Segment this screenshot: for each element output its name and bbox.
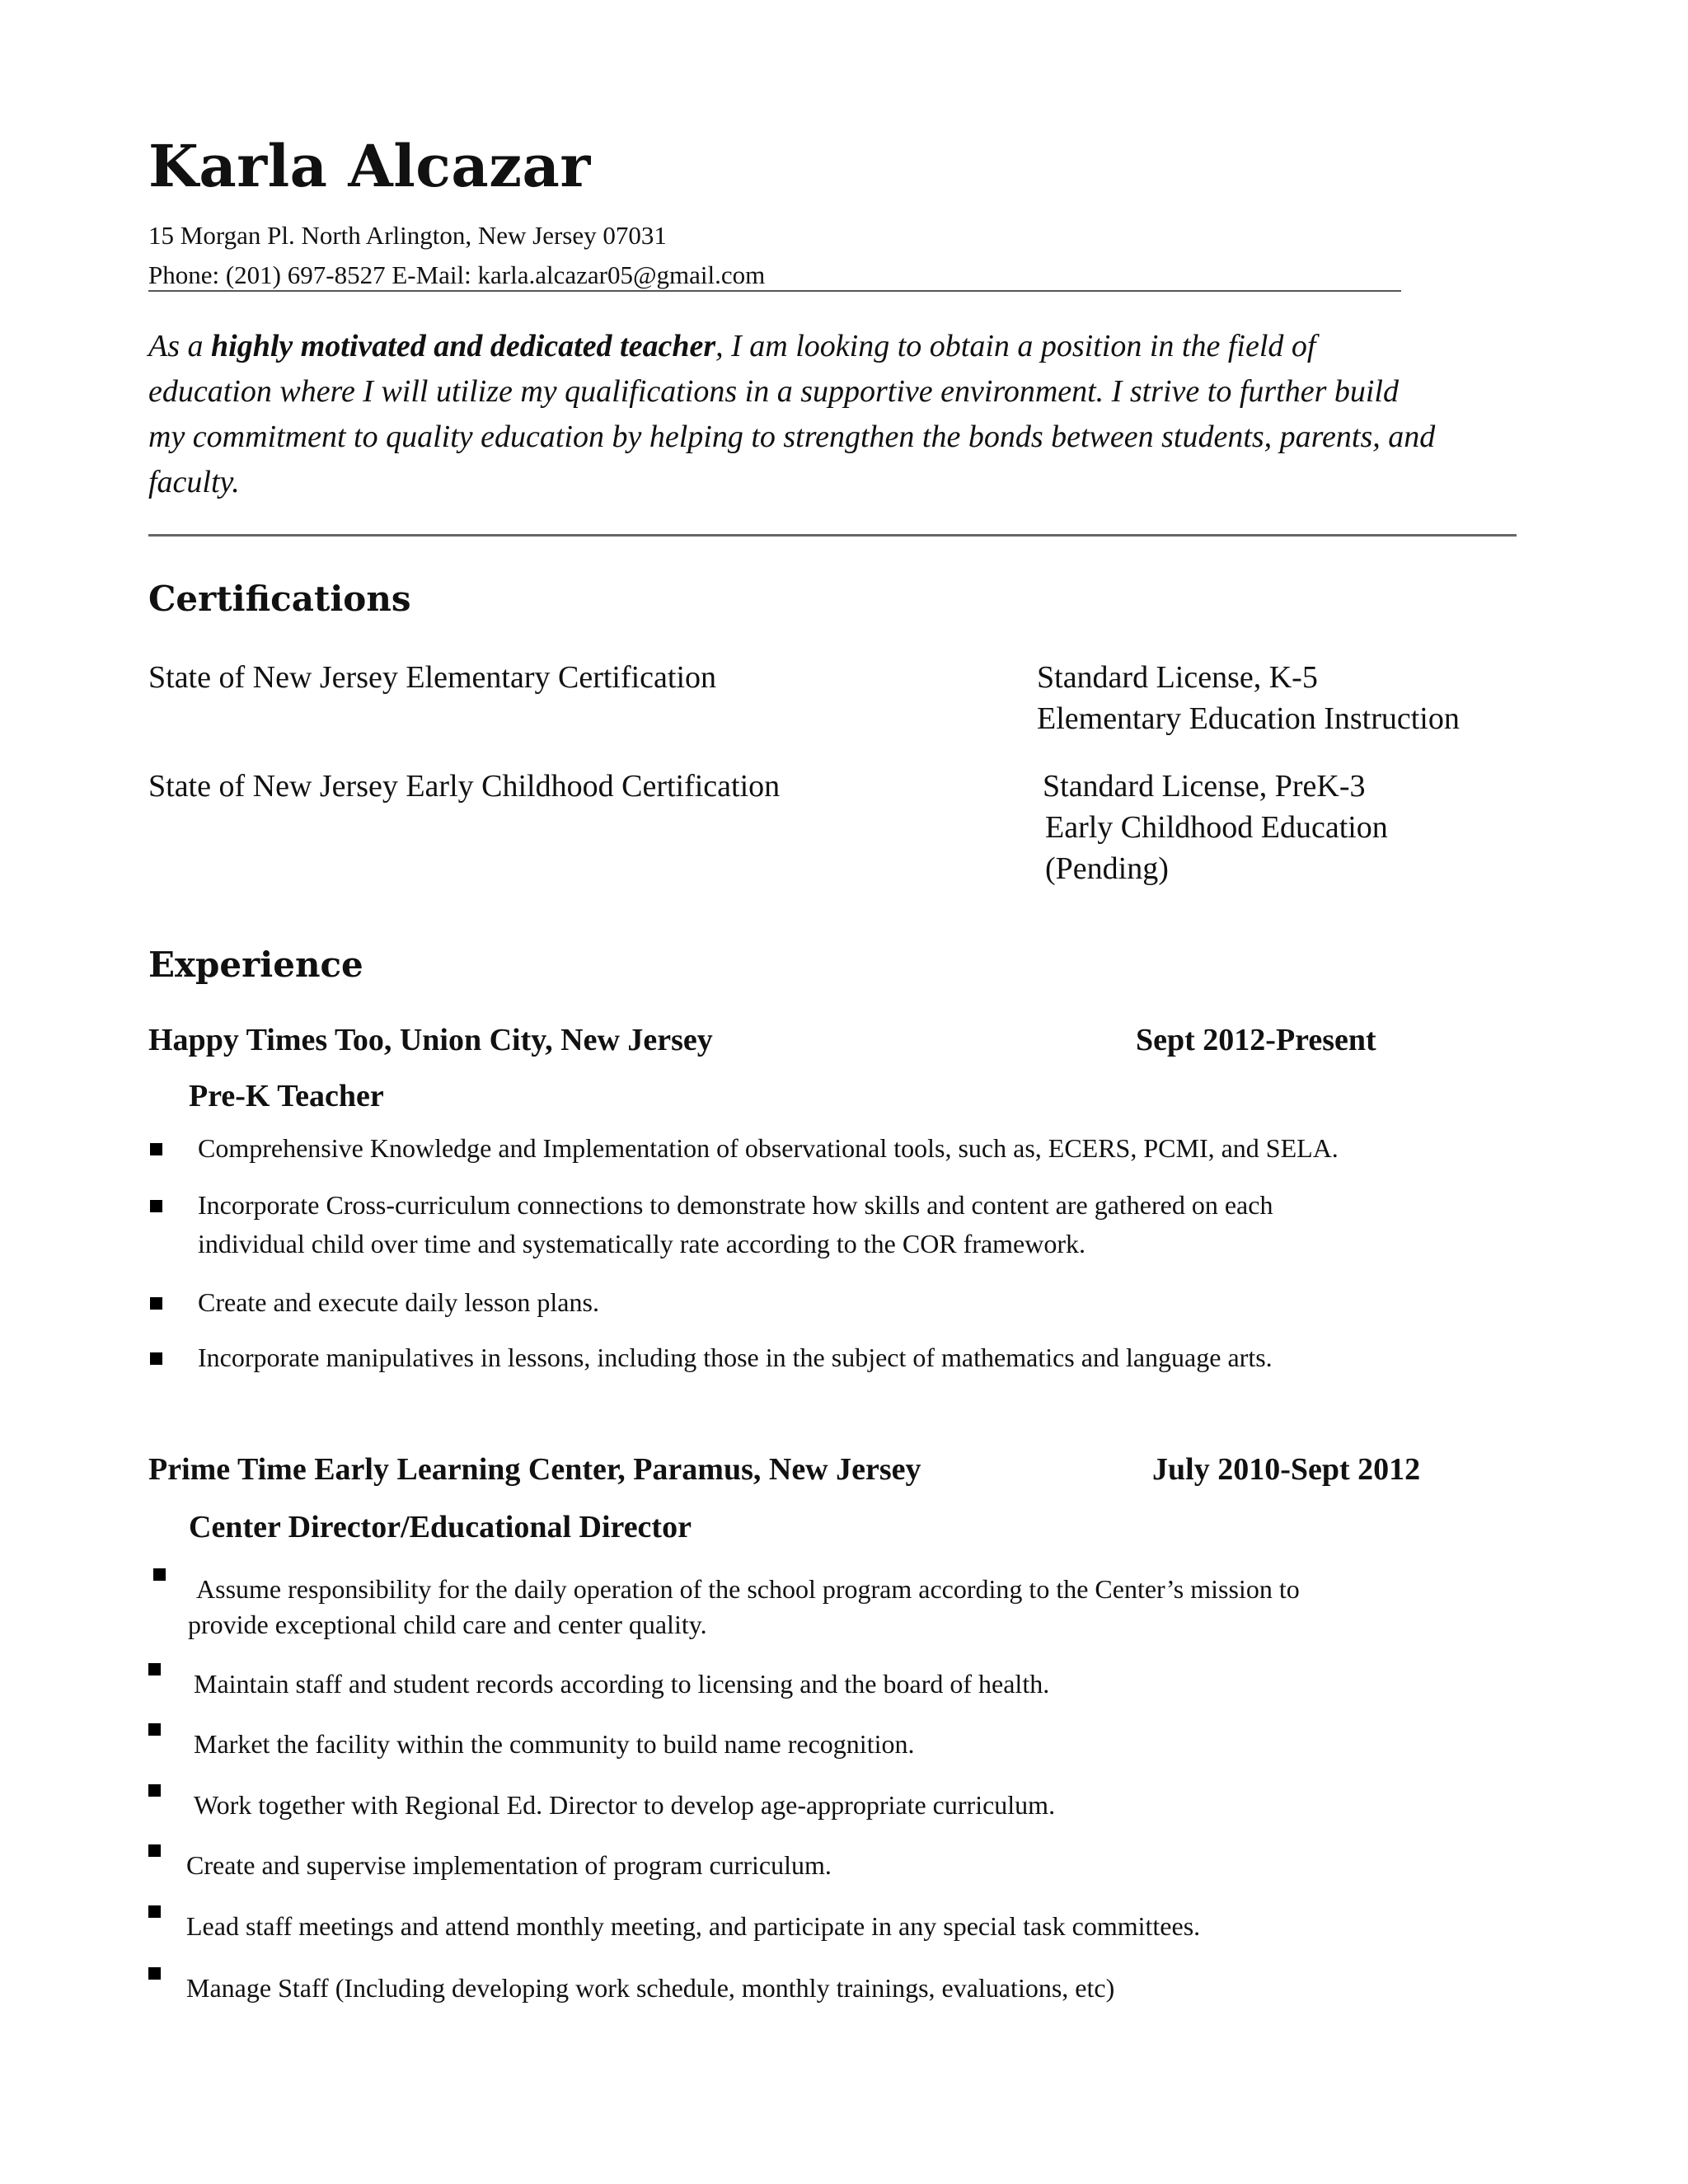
objective-line-3: my commitment to quality education by helping to strengthen the bonds between students, parents, and <box>148 419 1436 454</box>
responsibility-text: Market the facility within the community to build name recognition. <box>194 1729 915 1759</box>
responsibility-text: Manage Staff (Including developing work schedule, monthly trainings, evaluations, etc) <box>186 1973 1115 2003</box>
bullet-icon <box>148 1784 161 1797</box>
responsibility-text: Maintain staff and student records according to licensing and the board of health. <box>194 1669 1050 1699</box>
responsibility-text: Incorporate manipulatives in lessons, including those in the subject of mathematics and language arts. <box>198 1343 1273 1372</box>
responsibility-text: Create and supervise implementation of program curriculum. <box>186 1850 832 1880</box>
responsibility-text: Create and execute daily lesson plans. <box>198 1287 599 1317</box>
address: 15 Morgan Pl. North Arlington, New Jersey 07031 <box>148 221 667 250</box>
bullet-icon <box>148 1723 161 1736</box>
certifications-heading: Certifications <box>148 579 411 619</box>
bullet-icon <box>150 1143 162 1155</box>
objective-line-1 <box>148 324 1533 369</box>
bullet-icon <box>148 1905 161 1918</box>
bullet-icon <box>150 1297 162 1310</box>
certification-detail: (Pending) <box>1045 851 1169 886</box>
responsibility-text: individual child over time and systematically rate according to the COR framework. <box>198 1229 1086 1258</box>
responsibility-text: Comprehensive Knowledge and Implementation of observational tools, such as, ECERS, PCMI, and SELA. <box>198 1133 1339 1163</box>
bullet-icon <box>148 1967 161 1980</box>
certification-detail: Elementary Education Instruction <box>1037 701 1460 736</box>
experience-heading: Experience <box>148 944 363 985</box>
responsibility-text: Work together with Regional Ed. Director to develop age-appropriate curriculum. <box>194 1790 1056 1820</box>
bullet-icon <box>153 1568 166 1581</box>
responsibility-text: provide exceptional child care and center quality. <box>188 1610 707 1639</box>
objective-statement <box>148 324 1533 505</box>
objective-line-4: faculty. <box>148 465 240 499</box>
certification-name: State of New Jersey Early Childhood Certification <box>148 769 781 804</box>
objective-line-2: education where I will utilize my qualifications in a supportive environment. I strive to further build <box>148 374 1399 409</box>
contact-info: Phone: (201) 697-8527 E-Mail: karla.alcazar05@gmail.com <box>148 260 766 289</box>
candidate-name: Karla Alcazar <box>148 132 591 200</box>
job-title: Pre-K Teacher <box>189 1079 384 1113</box>
bullet-icon <box>150 1200 162 1212</box>
employer: Prime Time Early Learning Center, Paramus, New Jersey <box>148 1452 921 1487</box>
responsibility-text: Incorporate Cross-curriculum connections to demonstrate how skills and content are gathered on each <box>198 1190 1273 1220</box>
certification-detail: Early Childhood Education <box>1045 810 1388 845</box>
employment-dates: Sept 2012-Present <box>1136 1023 1376 1057</box>
bullet-icon <box>148 1663 161 1675</box>
job-title: Center Director/Educational Director <box>189 1510 692 1544</box>
header-divider <box>148 290 1401 292</box>
certification-detail: Standard License, PreK-3 <box>1043 769 1366 804</box>
objective-line1-rest: , I am looking to obtain a position in the field of <box>715 329 1316 363</box>
bullet-icon <box>148 1844 161 1857</box>
employer: Happy Times Too, Union City, New Jersey <box>148 1023 713 1057</box>
employment-dates: July 2010-Sept 2012 <box>1152 1452 1421 1487</box>
bullet-icon <box>150 1352 162 1365</box>
responsibility-text: Lead staff meetings and attend monthly meeting, and participate in any special task committees. <box>186 1911 1201 1941</box>
objective-lead: As a <box>148 329 211 363</box>
objective-emphasis: highly motivated and dedicated teacher <box>211 329 716 363</box>
objective-divider <box>148 534 1517 537</box>
certification-detail: Standard License, K-5 <box>1037 660 1318 695</box>
certification-name: State of New Jersey Elementary Certification <box>148 660 717 695</box>
responsibility-text: Assume responsibility for the daily operation of the school program according to the Center’s mission to <box>196 1574 1300 1604</box>
